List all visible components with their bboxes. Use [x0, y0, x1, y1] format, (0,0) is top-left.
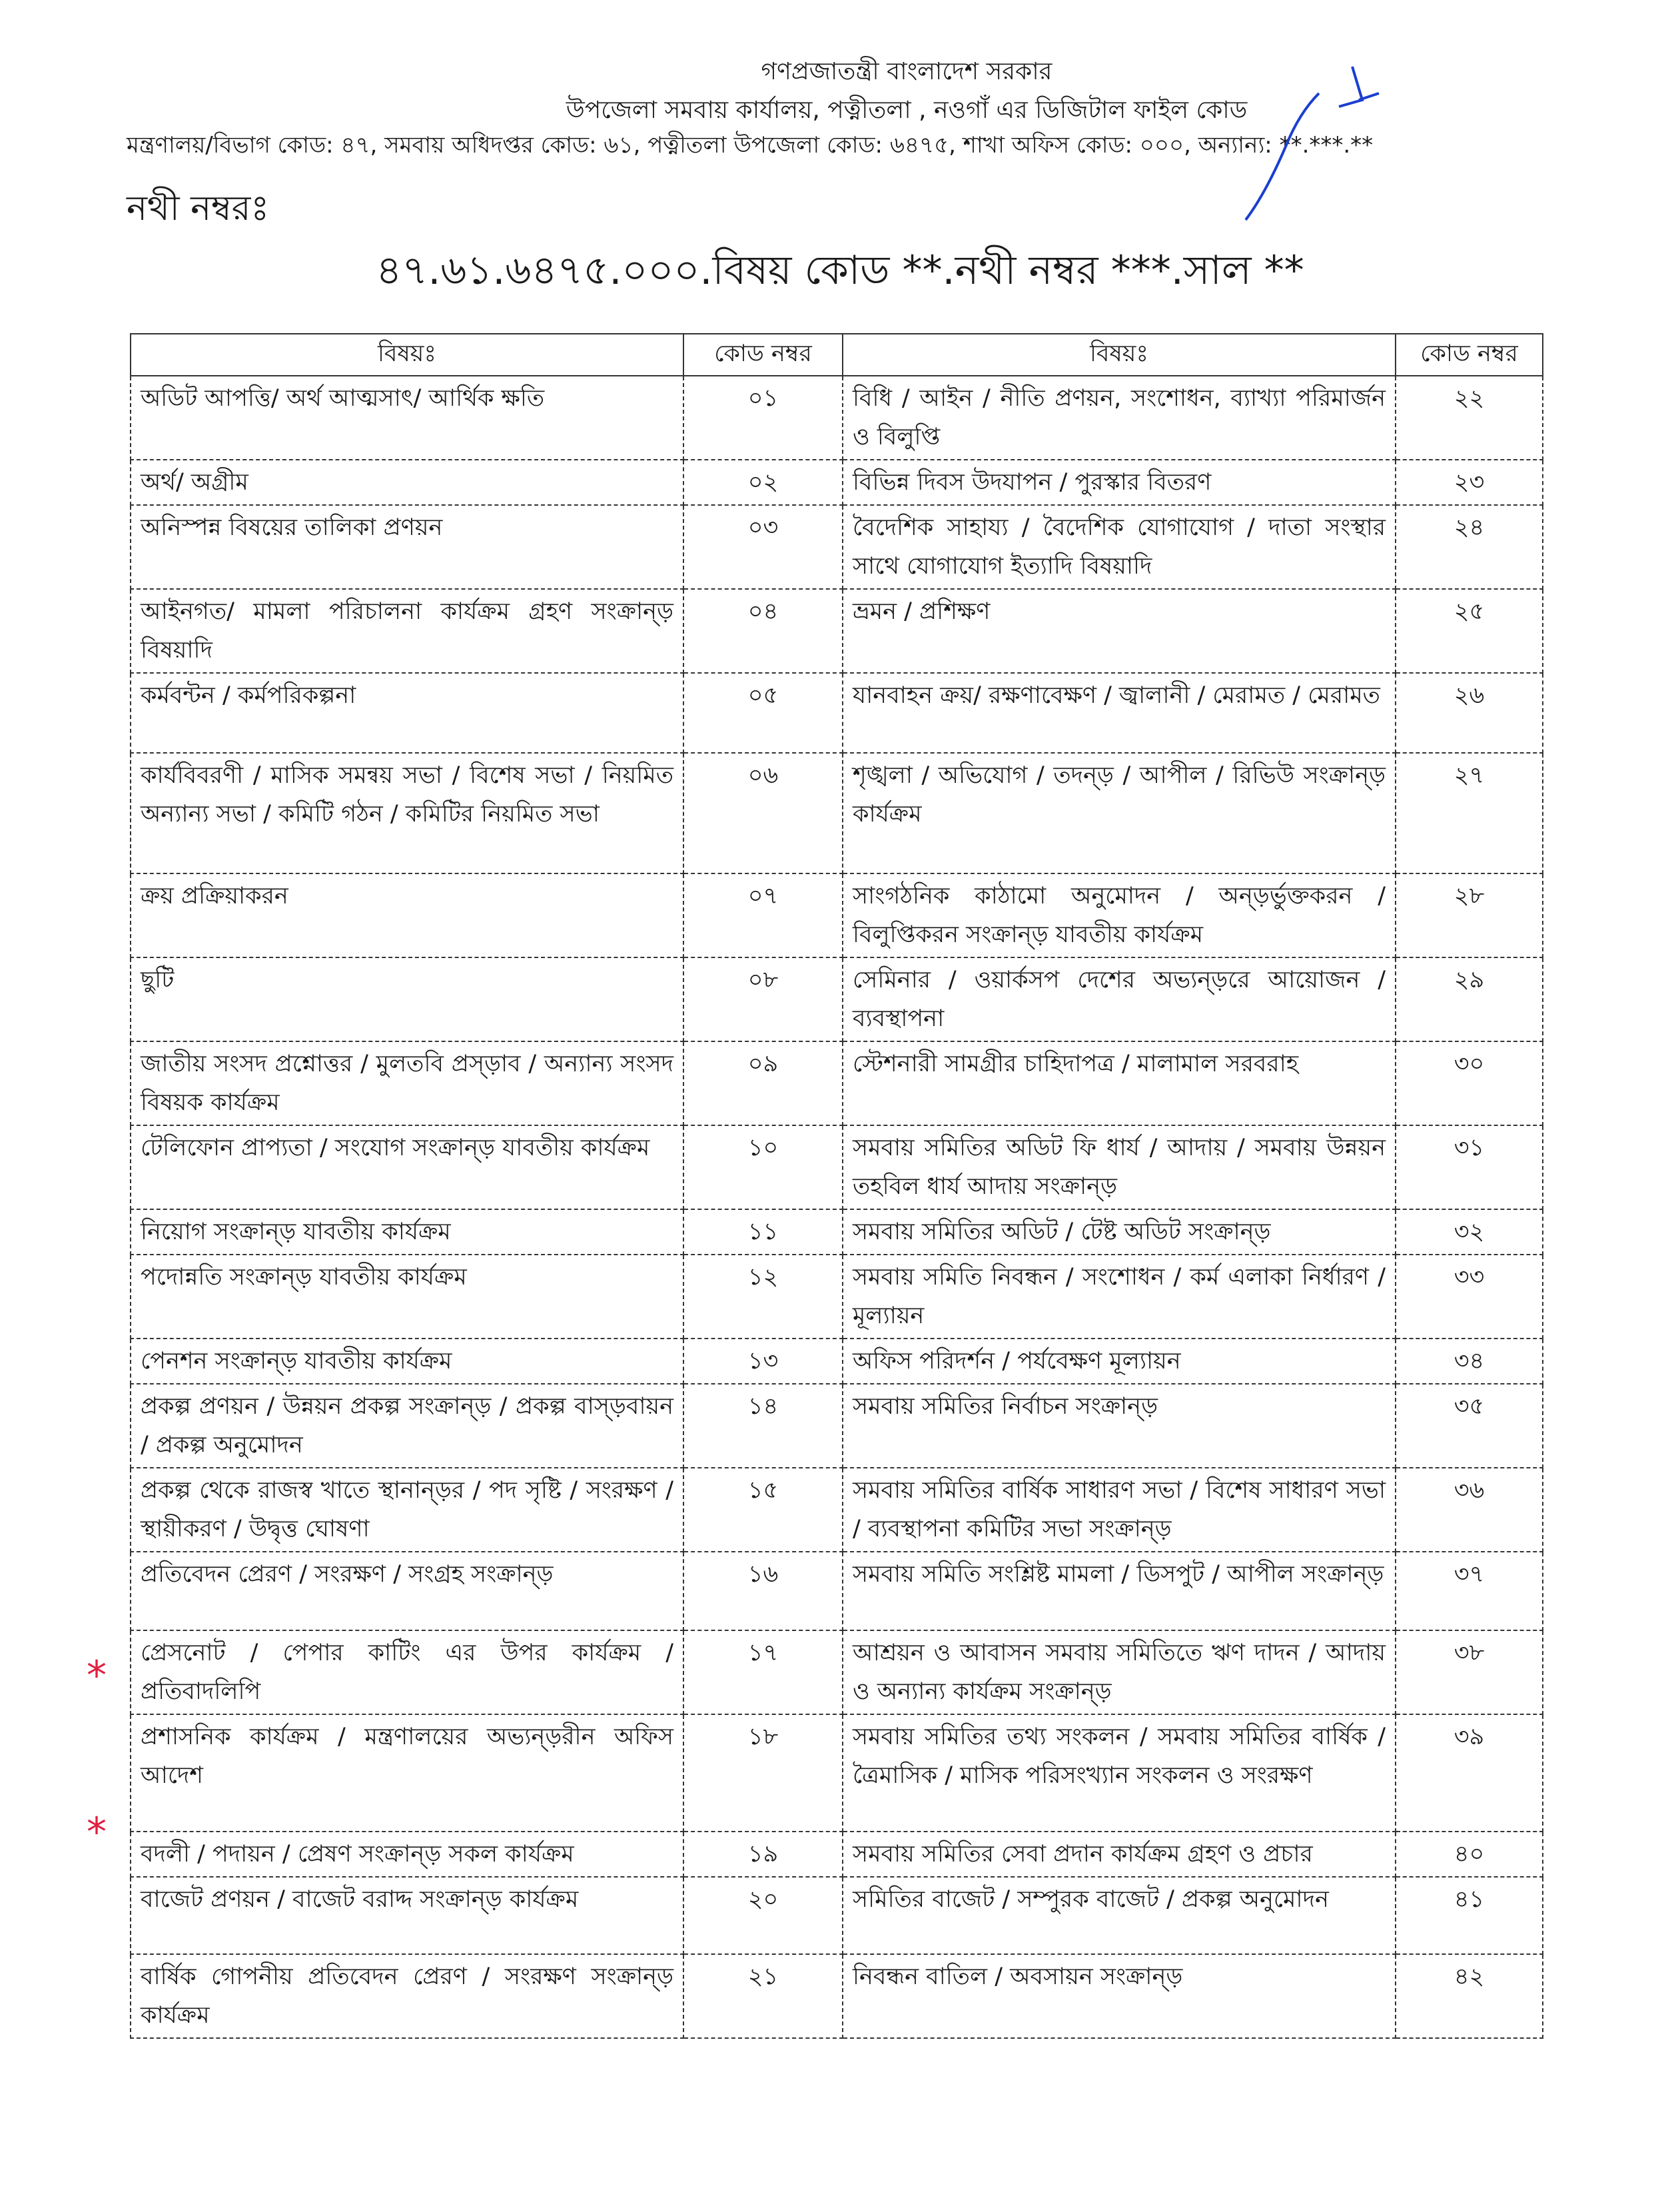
- table-row: [131, 1125, 1543, 1209]
- subject-right: নিবন্ধন বাতিল / অবসায়ন সংক্রান্ড়: [843, 1954, 1396, 2038]
- table-row: [131, 460, 1543, 505]
- table-row: [131, 1468, 1543, 1552]
- table-row: [131, 873, 1543, 957]
- subject-right: বিধি / আইন / নীতি প্রণয়ন, সংশোধন, ব্যাখ্যা পরিমার্জন ও বিলুপ্তি: [843, 376, 1396, 460]
- code-left: ২১: [683, 1954, 843, 2038]
- subject-right: শৃঙ্খলা / অভিযোগ / তদন্ড় / আপীল / রিভিউ সংক্রান্ড় কার্যক্রম: [843, 753, 1396, 873]
- code-right: ২৭: [1396, 753, 1543, 873]
- code-left: ০৩: [683, 505, 843, 589]
- subject-left: বদলী / পদায়ন / প্রেষণ সংক্রান্ড় সকল কার্যক্রম: [131, 1832, 683, 1877]
- subject-left: প্রতিবেদন প্রেরণ / সংরক্ষণ / সংগ্রহ সংক্রান্ড়: [131, 1552, 683, 1630]
- subject-right: যানবাহন ক্রয়/ রক্ষণাবেক্ষণ / জ্বালানী / মেরামত / মেরামত: [843, 673, 1396, 753]
- code-left: ১৪: [683, 1384, 843, 1468]
- code-right: ৩৪: [1396, 1339, 1543, 1384]
- subject-left: প্রেসনোট / পেপার কাটিং এর উপর কার্যক্রম / প্রতিবাদলিপি: [131, 1630, 683, 1714]
- subject-left: ছুটি: [131, 957, 683, 1041]
- code-right: ৪০: [1396, 1832, 1543, 1877]
- subject-right: সমবায় সমিতি সংশ্লিষ্ট মামলা / ডিসপুট / আপীল সংক্রান্ড়: [843, 1552, 1396, 1630]
- code-left: ১৬: [683, 1552, 843, 1630]
- table-row: [131, 1384, 1543, 1468]
- subject-right: সমবায় সমিতির নির্বাচন সংক্রান্ড়: [843, 1384, 1396, 1468]
- subject-left: বার্ষিক গোপনীয় প্রতিবেদন প্রেরণ / সংরক্ষণ সংক্রান্ড় কার্যক্রম: [131, 1954, 683, 2038]
- table-row: [131, 589, 1543, 673]
- subject-left: কর্মবন্টন / কর্মপরিকল্পনা: [131, 673, 683, 753]
- subject-left: জাতীয় সংসদ প্রশ্নোত্তর / মুলতবি প্রস্ড়াব / অন্যান্য সংসদ বিষয়ক কার্যক্রম: [131, 1041, 683, 1125]
- subject-left: প্রশাসনিক কার্যক্রম / মন্ত্রণালয়ের অভ্যন্ড়রীন অফিস আদেশ: [131, 1714, 683, 1832]
- code-left: ০৯: [683, 1041, 843, 1125]
- code-left: ১৮: [683, 1714, 843, 1832]
- file-number-format: ৪৭.৬১.৬৪৭৫.০০০.বিষয় কোড **.নথী নম্বর ***.সাল **: [376, 247, 1304, 294]
- code-left: ১৯: [683, 1832, 843, 1877]
- subject-left: কার্যবিবরণী / মাসিক সমন্বয় সভা / বিশেষ সভা / নিয়মিত অন্যান্য সভা / কমিটি গঠন / কমিটির নিয়মিত সভা: [131, 753, 683, 873]
- code-right: ২৫: [1396, 589, 1543, 673]
- table-row: [131, 505, 1543, 589]
- subject-right: সমবায় সমিতির সেবা প্রদান কার্যক্রম গ্রহণ ও প্রচার: [843, 1832, 1396, 1877]
- subject-code-table: [130, 333, 1543, 2039]
- table-row: [131, 1209, 1543, 1255]
- subject-right: সমিতির বাজেট / সম্পুরক বাজেট / প্রকল্প অনুমোদন: [843, 1877, 1396, 1954]
- code-right: ৩৬: [1396, 1468, 1543, 1552]
- header-subject-right: বিষয়ঃ: [843, 334, 1396, 376]
- code-right: ৪২: [1396, 1954, 1543, 2038]
- subject-right: অফিস পরিদর্শন / পর্যবেক্ষণ মূল্যায়ন: [843, 1339, 1396, 1384]
- table-row: [131, 1832, 1543, 1877]
- code-right: ৩৭: [1396, 1552, 1543, 1630]
- subject-right: বিভিন্ন দিবস উদযাপন / পুরস্কার বিতরণ: [843, 460, 1396, 505]
- code-right: ২৬: [1396, 673, 1543, 753]
- code-left: ২০: [683, 1877, 843, 1954]
- code-left: ০৭: [683, 873, 843, 957]
- header-code-right: কোড নম্বর: [1396, 334, 1543, 376]
- code-right: ৩২: [1396, 1209, 1543, 1255]
- table-row: [131, 673, 1543, 753]
- code-left: ১৫: [683, 1468, 843, 1552]
- subject-right: সাংগঠনিক কাঠামো অনুমোদন / অন্ড়র্ভুক্তকরন / বিলুপ্তিকরন সংক্রান্ড় যাবতীয় কার্যক্রম: [843, 873, 1396, 957]
- code-left: ১৩: [683, 1339, 843, 1384]
- pen-signature-stroke: [1099, 53, 1432, 227]
- subject-right: স্টেশনারী সামগ্রীর চাহিদাপত্র / মালামাল সরবরাহ: [843, 1041, 1396, 1125]
- code-left: ০১: [683, 376, 843, 460]
- subject-left: নিয়োগ সংক্রান্ড় যাবতীয় কার্যক্রম: [131, 1209, 683, 1255]
- subject-right: সেমিনার / ওয়ার্কসপ দেশের অভ্যন্ড়রে আয়োজন / ব্যবস্থাপনা: [843, 957, 1396, 1041]
- table-row: [131, 1877, 1543, 1954]
- subject-left: অনিস্পন্ন বিষয়ের তালিকা প্রণয়ন: [131, 505, 683, 589]
- subject-left: প্রকল্প প্রণয়ন / উন্নয়ন প্রকল্প সংক্রান্ড় / প্রকল্প বাস্ড়বায়ন / প্রকল্প অনুমোদন: [131, 1384, 683, 1468]
- code-left: ১১: [683, 1209, 843, 1255]
- subject-left: ক্রয় প্রক্রিয়াকরন: [131, 873, 683, 957]
- subject-right: সমবায় সমিতির অডিট / টেষ্ট অডিট সংক্রান্ড়: [843, 1209, 1396, 1255]
- subject-left: পেনশন সংক্রান্ড় যাবতীয় কার্যক্রম: [131, 1339, 683, 1384]
- header-code-left: কোড নম্বর: [683, 334, 843, 376]
- table-row: [131, 1630, 1543, 1714]
- code-right: ৩১: [1396, 1125, 1543, 1209]
- table-row: [131, 1714, 1543, 1832]
- code-left: ০২: [683, 460, 843, 505]
- code-right: ৩৩: [1396, 1255, 1543, 1339]
- subject-left: পদোন্নতি সংক্রান্ড় যাবতীয় কার্যক্রম: [131, 1255, 683, 1339]
- code-right: ৩৮: [1396, 1630, 1543, 1714]
- subject-right: সমবায় সমিতি নিবন্ধন / সংশোধন / কর্ম এলাকা নির্ধারণ / মূল্যায়ন: [843, 1255, 1396, 1339]
- office-title: উপজেলা সমবায় কার্যালয়, পত্নীতলা , নওগাঁ এর ডিজিটাল ফাইল কোড: [566, 97, 1248, 124]
- subject-right: আশ্রয়ন ও আবাসন সমবায় সমিতিতে ঋণ দাদন / আদায় ও অন্যান্য কার্যক্রম সংক্রান্ড়: [843, 1630, 1396, 1714]
- code-right: ৩৯: [1396, 1714, 1543, 1832]
- code-right: ২৮: [1396, 873, 1543, 957]
- subject-left: প্রকল্প থেকে রাজস্ব খাতে স্থানান্ড়র / পদ সৃষ্টি / সংরক্ষণ / স্থায়ীকরণ / উদ্বৃত্ত ঘোষণা: [131, 1468, 683, 1552]
- code-left: ০৮: [683, 957, 843, 1041]
- table-row: [131, 1339, 1543, 1384]
- subject-right: সমবায় সমিতির তথ্য সংকলন / সমবায় সমিতির বার্ষিক / ত্রৈমাসিক / মাসিক পরিসংখ্যান সংকলন ও সংরক্ষণ: [843, 1714, 1396, 1832]
- code-left: ০৪: [683, 589, 843, 673]
- table-header-row: [131, 334, 1543, 376]
- table-row: [131, 376, 1543, 460]
- code-right: ২৪: [1396, 505, 1543, 589]
- code-left: ১৭: [683, 1630, 843, 1714]
- subject-left: টেলিফোন প্রাপ্যতা / সংযোগ সংক্রান্ড় যাবতীয় কার্যক্রম: [131, 1125, 683, 1209]
- code-right: ৩০: [1396, 1041, 1543, 1125]
- subject-right: বৈদেশিক সাহায্য / বৈদেশিক যোগাযোগ / দাতা সংস্থার সাথে যোগাযোগ ইত্যাদি বিষয়াদি: [843, 505, 1396, 589]
- code-right: ২৩: [1396, 460, 1543, 505]
- code-left: ১২: [683, 1255, 843, 1339]
- subject-right: ভ্রমন / প্রশিক্ষণ: [843, 589, 1396, 673]
- code-right: ৩৫: [1396, 1384, 1543, 1468]
- subject-left: আইনগত/ মামলা পরিচালনা কার্যক্রম গ্রহণ সংক্রান্ড় বিষয়াদি: [131, 589, 683, 673]
- government-title: গণপ্রজাতন্ত্রী বাংলাদেশ সরকার: [761, 58, 1052, 85]
- table-row: [131, 1954, 1543, 2038]
- code-left: ০৫: [683, 673, 843, 753]
- table-row: [131, 1552, 1543, 1630]
- table-row: [131, 957, 1543, 1041]
- table-row: [131, 753, 1543, 873]
- red-asterisk-mark: *: [87, 1809, 107, 1856]
- file-number-label: নথী নম্বরঃ: [127, 189, 270, 229]
- subject-left: অডিট আপত্তি/ অর্থ আত্মসাৎ/ আর্থিক ক্ষতি: [131, 376, 683, 460]
- code-right: ২৯: [1396, 957, 1543, 1041]
- header-subject-left: বিষয়ঃ: [131, 334, 683, 376]
- table-row: [131, 1255, 1543, 1339]
- subject-right: সমবায় সমিতির বার্ষিক সাধারণ সভা / বিশেষ সাধারণ সভা / ব্যবস্থাপনা কমিটির সভা সংক্রান্ড়: [843, 1468, 1396, 1552]
- subject-left: অর্থ/ অগ্রীম: [131, 460, 683, 505]
- code-left: ১০: [683, 1125, 843, 1209]
- table-row: [131, 1041, 1543, 1125]
- subject-right: সমবায় সমিতির অডিট ফি ধার্য / আদায় / সমবায় উন্নয়ন তহবিল ধার্য আদায় সংক্রান্ড়: [843, 1125, 1396, 1209]
- codes-line: মন্ত্রণালয়/বিভাগ কোড: ৪৭, সমবায় অধিদপ্তর কোড: ৬১, পত্নীতলা উপজেলা কোড: ৬৪৭৫, শাখা অফিস কোড: ০০০, অন্যান্য: **.***.**: [127, 132, 1374, 159]
- code-right: ৪১: [1396, 1877, 1543, 1954]
- code-left: ০৬: [683, 753, 843, 873]
- subject-left: বাজেট প্রণয়ন / বাজেট বরাদ্দ সংক্রান্ড় কার্যক্রম: [131, 1877, 683, 1954]
- code-right: ২২: [1396, 376, 1543, 460]
- red-asterisk-mark: *: [87, 1652, 107, 1699]
